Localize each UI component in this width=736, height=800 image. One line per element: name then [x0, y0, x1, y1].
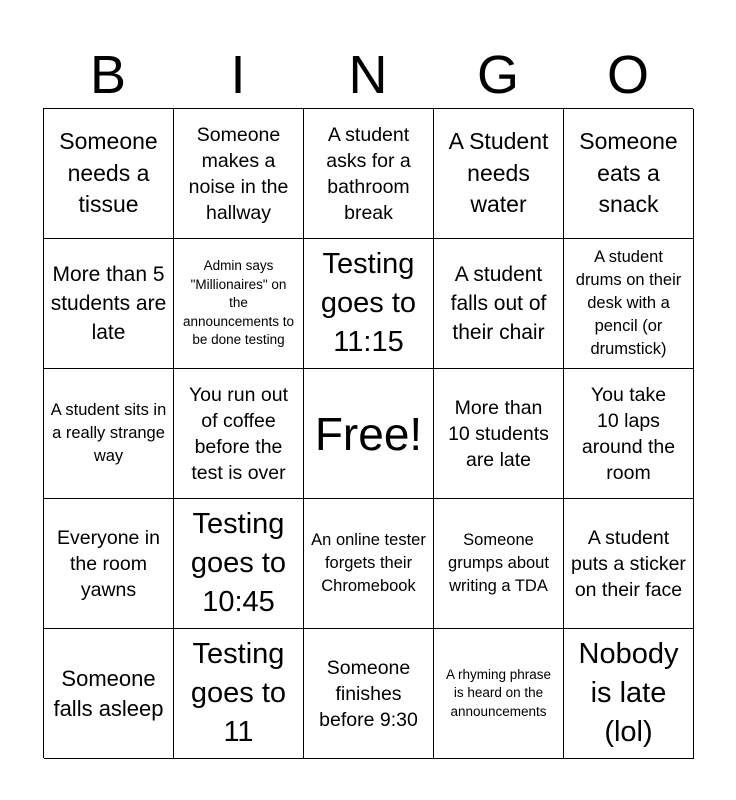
cell-text: More than 10 students are late: [448, 396, 549, 471]
bingo-cell[interactable]: [434, 499, 564, 629]
header-letter-b: B: [89, 45, 127, 105]
cell-text: Someone needs a tissue: [59, 128, 158, 218]
bingo-cell[interactable]: [44, 239, 174, 369]
bingo-cell[interactable]: [44, 109, 174, 239]
cell-text: Someone makes a noise in the hallway: [188, 123, 289, 224]
bingo-cell[interactable]: [434, 369, 564, 499]
bingo-cell[interactable]: [174, 629, 304, 759]
cell-text: You take 10 laps around the room: [581, 383, 676, 484]
bingo-cell[interactable]: [174, 109, 304, 239]
cell-text: A student sits in a really strange way: [50, 401, 167, 465]
cell-text: A student puts a sticker on their face: [571, 526, 686, 601]
bingo-cell[interactable]: [44, 629, 174, 759]
bingo-cell[interactable]: [564, 499, 694, 629]
bingo-cell[interactable]: [174, 239, 304, 369]
cell-text: Testing goes to 10:45: [190, 508, 287, 618]
cell-text: Testing goes to 11: [190, 638, 287, 748]
bingo-cell[interactable]: [44, 369, 174, 499]
free-space: Free!: [314, 407, 423, 460]
bingo-cell[interactable]: [564, 239, 694, 369]
bingo-cell[interactable]: [304, 499, 434, 629]
bingo-cell[interactable]: [304, 239, 434, 369]
cell-text: Someone finishes before 9:30: [319, 656, 418, 731]
cell-text: Someone grumps about writing a TDA: [448, 531, 549, 595]
bingo-cell[interactable]: [304, 629, 434, 759]
cell-text: You run out of coffee before the test is over: [188, 383, 289, 484]
cell-text: A rhyming phrase is heard on the announcements: [445, 666, 552, 719]
bingo-cell[interactable]: [564, 369, 694, 499]
cell-text: More than 5 students are late: [50, 263, 167, 344]
bingo-header: [43, 42, 693, 108]
bingo-cell[interactable]: [304, 109, 434, 239]
bingo-cell[interactable]: [434, 109, 564, 239]
header-letter-o: O: [606, 45, 649, 105]
bingo-cell[interactable]: [304, 369, 434, 499]
cell-text: An online tester forgets their Chromebook: [311, 531, 426, 595]
header-letter-i: I: [230, 45, 246, 105]
bingo-cell[interactable]: [174, 499, 304, 629]
cell-text: Nobody is late (lol): [578, 638, 679, 748]
bingo-cell[interactable]: [434, 629, 564, 759]
header-letter-g: G: [476, 45, 519, 105]
cell-text: A student falls out of their chair: [450, 263, 547, 344]
cell-text: Admin says "Millionaires" on the announcements to be done testing: [182, 258, 295, 348]
cell-text: Everyone in the room yawns: [57, 526, 160, 601]
cell-text: A student asks for a bathroom break: [326, 123, 411, 224]
bingo-cell[interactable]: [44, 499, 174, 629]
cell-text: A Student needs water: [448, 128, 549, 218]
cell-text: Someone falls asleep: [53, 665, 164, 721]
bingo-cell[interactable]: [564, 109, 694, 239]
bingo-cell[interactable]: [564, 629, 694, 759]
bingo-grid: [43, 108, 693, 758]
header-letter-n: N: [348, 45, 388, 105]
cell-text: Testing goes to 11:15: [320, 248, 417, 358]
bingo-cell[interactable]: [434, 239, 564, 369]
bingo-cell[interactable]: [174, 369, 304, 499]
cell-text: A student drums on their desk with a pencil (or drumstick): [575, 248, 682, 358]
cell-text: Someone eats a snack: [579, 128, 678, 218]
